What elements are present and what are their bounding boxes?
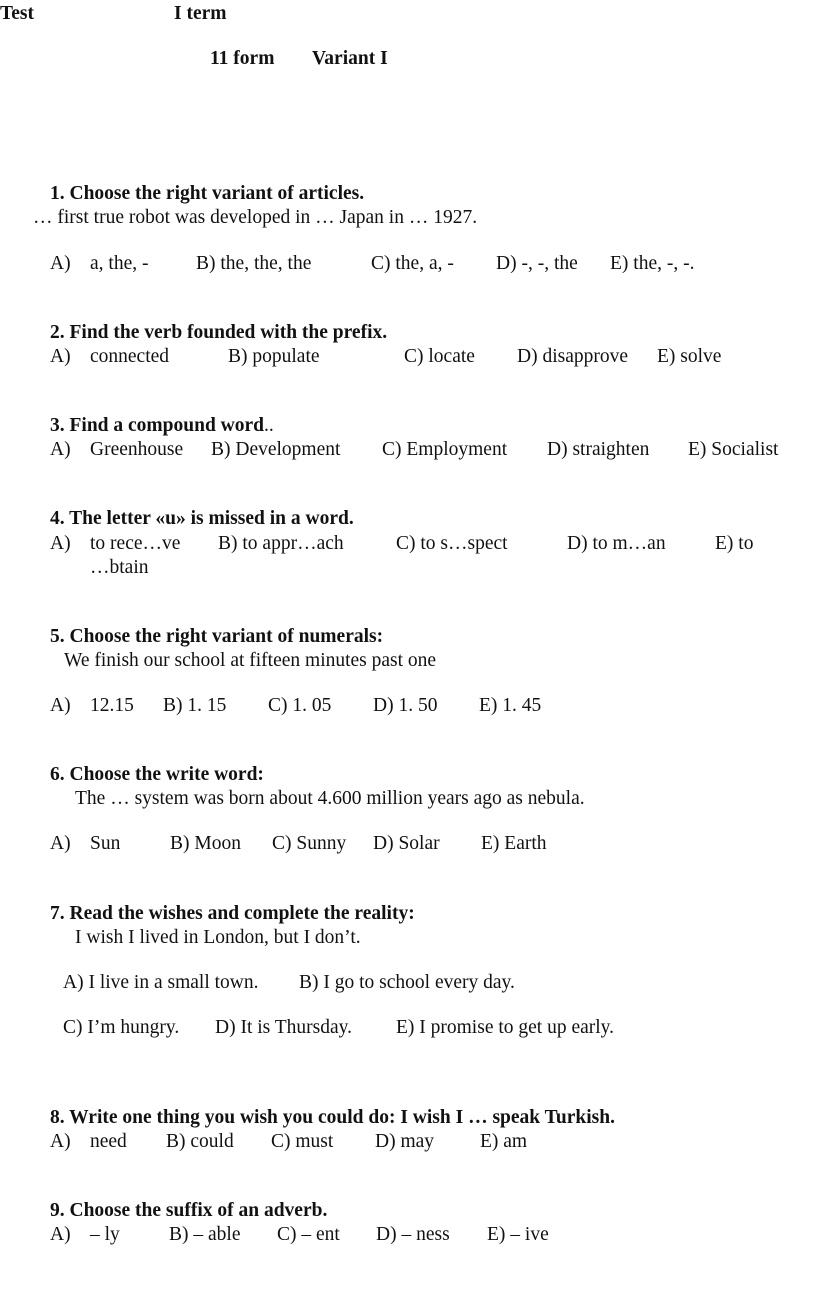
- q1-option-b: B) the, the, the: [196, 253, 312, 274]
- q8-option-a-letter: A): [50, 1131, 71, 1152]
- question-6-title: 6. Choose the write word:: [50, 764, 264, 785]
- question-7-text: I wish I lived in London, but I don’t.: [75, 927, 361, 948]
- q4-option-d: D) to m…an: [567, 533, 666, 554]
- q1-option-c: C) the, a, -: [371, 253, 454, 274]
- q4-option-a: to rece…ve: [90, 533, 181, 554]
- q9-option-d: D) – ness: [376, 1224, 450, 1245]
- q2-option-e: E) solve: [657, 346, 722, 367]
- question-5-text: We finish our school at fifteen minutes past one: [64, 650, 437, 671]
- q7-option-e: E) I promise to get up early.: [396, 1017, 615, 1038]
- q3-option-c: C) Employment: [382, 439, 508, 460]
- q9-option-b: B) – able: [169, 1224, 241, 1245]
- question-7-title: 7. Read the wishes and complete the reality:: [50, 903, 415, 924]
- question-4-title: 4. The letter «u» is missed in a word.: [50, 508, 354, 529]
- q7-option-b: B) I go to school every day.: [299, 972, 515, 993]
- q7-option-a: A) I live in a small town.: [63, 972, 259, 993]
- q9-option-a-letter: A): [50, 1224, 71, 1245]
- q9-option-a: – ly: [90, 1224, 120, 1245]
- q3-option-e: E) Socialist: [688, 439, 779, 460]
- question-3-title-suffix: ..: [264, 415, 274, 436]
- q5-option-b: B) 1. 15: [163, 695, 227, 716]
- q5-option-c: C) 1. 05: [268, 695, 332, 716]
- q6-option-e: E) Earth: [481, 833, 547, 854]
- q4-option-b: B) to appr…ach: [218, 533, 344, 554]
- q2-option-a: connected: [90, 346, 170, 367]
- q8-option-e: E) am: [480, 1131, 528, 1152]
- q4-option-a-letter: A): [50, 533, 71, 554]
- header-test: Test: [0, 3, 34, 24]
- q1-option-a-letter: A): [50, 253, 71, 274]
- q4-option-e: E) to: [715, 533, 754, 554]
- q6-option-c: C) Sunny: [272, 833, 347, 854]
- question-3-title: [50, 414, 274, 438]
- q3-option-d: D) straighten: [547, 439, 650, 460]
- header-variant: Variant I: [312, 48, 388, 69]
- q3-option-a: Greenhouse: [90, 439, 184, 460]
- q8-option-d: D) may: [375, 1131, 435, 1152]
- q8-option-c: C) must: [271, 1131, 334, 1152]
- q9-option-e: E) – ive: [487, 1224, 549, 1245]
- q5-option-a: 12.15: [90, 695, 134, 716]
- q9-option-c: C) – ent: [277, 1224, 340, 1245]
- q8-option-a: need: [90, 1131, 127, 1152]
- q2-option-b: B) populate: [228, 346, 320, 367]
- q1-option-d: D) -, -, the: [496, 253, 578, 274]
- question-6-text: The … system was born about 4.600 million years ago as nebula.: [75, 788, 585, 809]
- q5-option-d: D) 1. 50: [373, 695, 438, 716]
- question-3-title-text: 3. Find a compound word: [50, 415, 265, 436]
- q6-option-a: Sun: [90, 833, 121, 854]
- q6-option-d: D) Solar: [373, 833, 440, 854]
- question-1-text: … first true robot was developed in … Japan in … 1927.: [33, 207, 478, 228]
- header-term: I term: [174, 3, 227, 24]
- q2-option-d: D) disapprove: [517, 346, 629, 367]
- q5-option-e: E) 1. 45: [479, 695, 542, 716]
- q1-option-a: a, the, -: [90, 253, 149, 274]
- question-2-title: 2. Find the verb founded with the prefix.: [50, 322, 388, 343]
- q4-option-c: C) to s…spect: [396, 533, 508, 554]
- question-1-title: 1. Choose the right variant of articles.: [50, 183, 365, 204]
- q7-option-c: C) I’m hungry.: [63, 1017, 180, 1038]
- q7-option-d: D) It is Thursday.: [215, 1017, 353, 1038]
- q2-option-a-letter: A): [50, 346, 71, 367]
- q6-option-b: B) Moon: [170, 833, 241, 854]
- q3-option-b: B) Development: [211, 439, 341, 460]
- question-9-title: 9. Choose the suffix of an adverb.: [50, 1200, 328, 1221]
- question-8-title: 8. Write one thing you wish you could do: I wish I … speak Turkish.: [50, 1107, 615, 1128]
- q2-option-c: C) locate: [404, 346, 475, 367]
- q6-option-a-letter: A): [50, 833, 71, 854]
- q1-option-e: E) the, -, -.: [610, 253, 695, 274]
- q4-option-e-continuation: …btain: [90, 557, 149, 578]
- header-form: 11 form: [210, 48, 275, 69]
- q8-option-b: B) could: [166, 1131, 234, 1152]
- q5-option-a-letter: A): [50, 695, 71, 716]
- q3-option-a-letter: A): [50, 439, 71, 460]
- question-5-title: 5. Choose the right variant of numerals:: [50, 626, 384, 647]
